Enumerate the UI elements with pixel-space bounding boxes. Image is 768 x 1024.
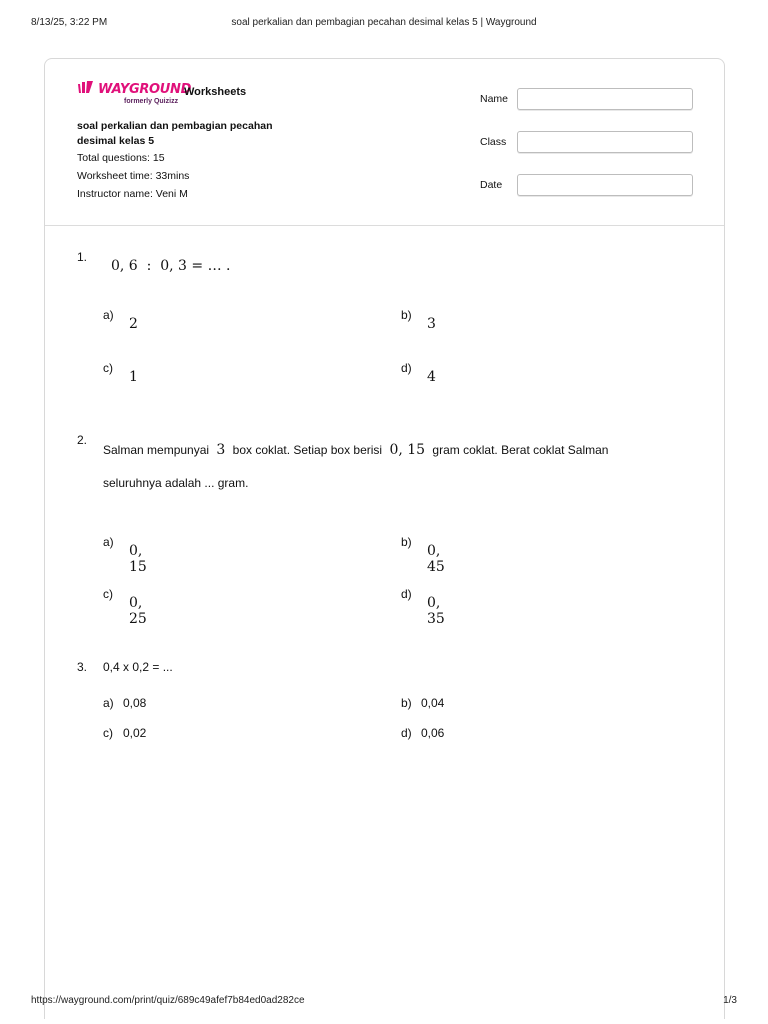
- option-letter: a): [103, 535, 114, 549]
- option-letter: c): [103, 726, 113, 740]
- total-questions: Total questions: 15: [77, 152, 165, 164]
- worksheet-title: soal perkalian dan pembagian pecahan desimal kelas 5: [77, 120, 273, 147]
- worksheet-header: [45, 59, 724, 226]
- option-value: 2: [129, 316, 138, 332]
- option-letter: d): [401, 361, 412, 375]
- option-value: 0, 25: [129, 595, 147, 627]
- option-value: 0, 45: [427, 543, 445, 575]
- question-number: 2.: [77, 433, 88, 447]
- option-letter: b): [401, 535, 412, 549]
- option-value: 0, 35: [427, 595, 445, 627]
- wayground-mark-icon: [77, 81, 97, 94]
- logo-wordmark: WAYGROUND: [98, 82, 192, 97]
- question-math: 0, 15: [389, 442, 426, 458]
- class-field[interactable]: [517, 131, 693, 153]
- name-label: Name: [480, 93, 509, 105]
- option-value: 1: [129, 369, 138, 385]
- print-datetime: 8/13/25, 3:22 PM: [31, 17, 108, 28]
- option-value: 0, 15: [129, 543, 147, 575]
- instructor-name: Instructor name: Veni M: [77, 188, 188, 200]
- print-url: https://wayground.com/print/quiz/689c49afef7b84ed0ad282ce: [31, 995, 305, 1006]
- option-letter: b): [401, 696, 412, 710]
- option-value: 3: [427, 316, 436, 332]
- print-footer: [0, 995, 768, 1009]
- option-value: 0,04: [421, 696, 445, 710]
- option-letter: b): [401, 308, 412, 322]
- question-text-part: box coklat. Setiap box berisi: [232, 443, 383, 457]
- option-letter: a): [103, 696, 114, 710]
- wayground-logo: [77, 81, 192, 111]
- question-text: 0,4 x 0,2 = ...: [103, 660, 173, 674]
- print-header: [0, 17, 768, 31]
- name-field[interactable]: [517, 88, 693, 110]
- question-text-part: gram coklat. Berat coklat Salman: [432, 443, 609, 457]
- date-label: Date: [480, 179, 503, 191]
- worksheet-time: Worksheet time: 33mins: [77, 170, 190, 182]
- page-number: 1/3: [723, 995, 737, 1006]
- print-doc-title: soal perkalian dan pembagian pecahan desimal kelas 5 | Wayground: [231, 17, 537, 28]
- class-label: Class: [480, 136, 507, 148]
- option-value: 4: [427, 369, 436, 385]
- option-letter: c): [103, 361, 113, 375]
- option-letter: d): [401, 726, 412, 740]
- question-number: 1.: [77, 250, 88, 264]
- question-text-line2: seluruhnya adalah ... gram.: [103, 476, 249, 490]
- question-text-part: Salman mempunyai: [103, 443, 210, 457]
- question-number: 3.: [77, 660, 88, 674]
- question-text: 0, 6 : 0, 3 = … .: [111, 258, 231, 274]
- option-letter: d): [401, 587, 412, 601]
- question-math: 3: [216, 442, 226, 458]
- logo-formerly: formerly Quizizz: [124, 98, 179, 105]
- option-value: 0,08: [123, 696, 147, 710]
- question-text: [103, 442, 683, 458]
- date-field[interactable]: [517, 174, 693, 196]
- option-value: 0,06: [421, 726, 445, 740]
- option-letter: a): [103, 308, 114, 322]
- worksheet-card: [44, 58, 725, 1019]
- section-label: Worksheets: [184, 86, 247, 98]
- option-value: 0,02: [123, 726, 147, 740]
- option-letter: c): [103, 587, 113, 601]
